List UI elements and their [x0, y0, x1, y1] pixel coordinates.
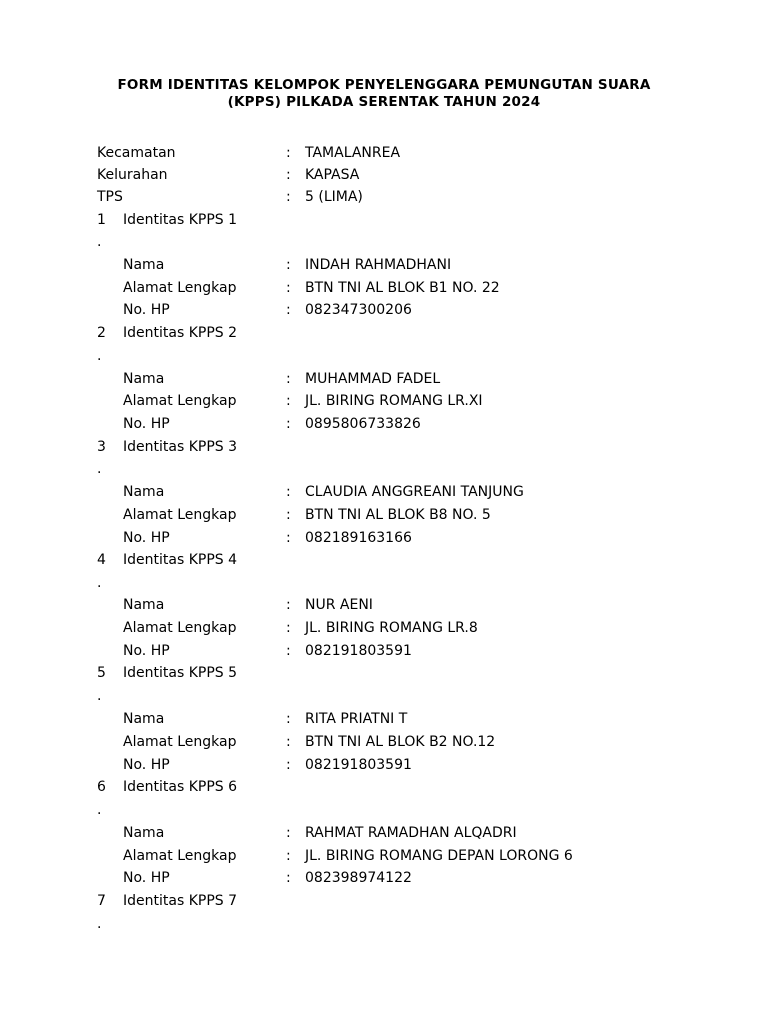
member-hp-row [0, 414, 768, 434]
colon: : [286, 825, 291, 841]
member-alamat-row [0, 278, 768, 298]
member-nama-row [0, 482, 768, 502]
colon: : [286, 597, 291, 613]
hp-label: No. HP [123, 530, 170, 546]
field-value: 5 (LIMA) [305, 189, 363, 205]
alamat-label: Alamat Lengkap [123, 507, 237, 523]
nama-label: Nama [123, 484, 165, 500]
colon: : [286, 484, 291, 500]
member-nama-row [0, 255, 768, 275]
colon: : [286, 167, 291, 183]
list-dot: . [97, 234, 102, 250]
hp-value: 082347300206 [305, 302, 412, 318]
list-dot-row [0, 346, 768, 366]
colon: : [286, 257, 291, 273]
alamat-value: JL. BIRING ROMANG LR.XI [305, 393, 483, 409]
list-dot-row [0, 914, 768, 934]
nama-label: Nama [123, 711, 165, 727]
colon: : [286, 189, 291, 205]
colon: : [286, 145, 291, 161]
form-title-line-2: (KPPS) PILKADA SERENTAK TAHUN 2024 [227, 94, 541, 110]
member-alamat-row [0, 391, 768, 411]
colon: : [286, 302, 291, 318]
list-dot-row [0, 686, 768, 706]
field-label: Kecamatan [97, 145, 176, 161]
hp-label: No. HP [123, 757, 170, 773]
member-hp-row [0, 868, 768, 888]
colon: : [286, 643, 291, 659]
member-heading [0, 210, 768, 230]
alamat-value: JL. BIRING ROMANG LR.8 [305, 620, 478, 636]
hp-label: No. HP [123, 416, 170, 432]
member-heading-text: Identitas KPPS 4 [123, 552, 238, 568]
member-hp-row [0, 528, 768, 548]
alamat-label: Alamat Lengkap [123, 734, 237, 750]
nama-value: CLAUDIA ANGGREANI TANJUNG [305, 484, 524, 500]
nama-value: MUHAMMAD FADEL [305, 371, 441, 387]
list-dot-row [0, 232, 768, 252]
member-alamat-row [0, 846, 768, 866]
list-dot: . [97, 688, 102, 704]
list-dot-row [0, 459, 768, 479]
member-hp-row [0, 300, 768, 320]
alamat-value: JL. BIRING ROMANG DEPAN LORONG 6 [305, 848, 573, 864]
hp-value: 082191803591 [305, 643, 412, 659]
member-heading-text: Identitas KPPS 5 [123, 665, 238, 681]
nama-value: RITA PRIATNI T [305, 711, 408, 727]
member-heading [0, 777, 768, 797]
alamat-value: BTN TNI AL BLOK B2 NO.12 [305, 734, 496, 750]
colon: : [286, 530, 291, 546]
hp-value: 082398974122 [305, 870, 412, 886]
nama-value: INDAH RAHMADHANI [305, 257, 452, 273]
member-alamat-row [0, 618, 768, 638]
member-heading [0, 437, 768, 457]
list-dot: . [97, 916, 102, 932]
nama-value: RAHMAT RAMADHAN ALQADRI [305, 825, 517, 841]
colon: : [286, 371, 291, 387]
member-heading [0, 891, 768, 911]
colon: : [286, 416, 291, 432]
hp-label: No. HP [123, 643, 170, 659]
colon: : [286, 711, 291, 727]
member-number: 7 [97, 893, 106, 909]
member-number: 5 [97, 665, 106, 681]
form-title-line-1: FORM IDENTITAS KELOMPOK PENYELENGGARA PEMUNGUTAN SUARA [117, 77, 651, 93]
field-label: TPS [97, 189, 123, 205]
alamat-label: Alamat Lengkap [123, 848, 237, 864]
member-alamat-row [0, 732, 768, 752]
colon: : [286, 870, 291, 886]
colon: : [286, 393, 291, 409]
alamat-label: Alamat Lengkap [123, 393, 237, 409]
member-heading [0, 550, 768, 570]
alamat-value: BTN TNI AL BLOK B1 NO. 22 [305, 280, 500, 296]
field-label: Kelurahan [97, 167, 168, 183]
field-value: TAMALANREA [305, 145, 401, 161]
hp-label: No. HP [123, 870, 170, 886]
member-number: 3 [97, 439, 106, 455]
alamat-value: BTN TNI AL BLOK B8 NO. 5 [305, 507, 491, 523]
member-hp-row [0, 641, 768, 661]
list-dot: . [97, 348, 102, 364]
nama-label: Nama [123, 371, 165, 387]
member-heading [0, 663, 768, 683]
member-number: 4 [97, 552, 106, 568]
member-nama-row [0, 369, 768, 389]
colon: : [286, 848, 291, 864]
colon: : [286, 620, 291, 636]
list-dot-row [0, 573, 768, 593]
member-heading-text: Identitas KPPS 3 [123, 439, 238, 455]
field-tps [0, 187, 768, 207]
member-number: 6 [97, 779, 106, 795]
colon: : [286, 507, 291, 523]
member-nama-row [0, 595, 768, 615]
nama-label: Nama [123, 257, 165, 273]
member-nama-row [0, 709, 768, 729]
nama-label: Nama [123, 825, 165, 841]
list-dot-row [0, 800, 768, 820]
list-dot: . [97, 461, 102, 477]
member-number: 2 [97, 325, 106, 341]
member-heading-text: Identitas KPPS 6 [123, 779, 238, 795]
alamat-label: Alamat Lengkap [123, 620, 237, 636]
member-number: 1 [97, 212, 106, 228]
nama-value: NUR AENI [305, 597, 373, 613]
colon: : [286, 757, 291, 773]
member-heading [0, 323, 768, 343]
member-hp-row [0, 755, 768, 775]
field-value: KAPASA [305, 167, 360, 183]
list-dot: . [97, 575, 102, 591]
colon: : [286, 734, 291, 750]
alamat-label: Alamat Lengkap [123, 280, 237, 296]
hp-value: 082189163166 [305, 530, 412, 546]
field-kecamatan [0, 143, 768, 163]
list-dot: . [97, 802, 102, 818]
hp-value: 0895806733826 [305, 416, 421, 432]
colon: : [286, 280, 291, 296]
member-heading-text: Identitas KPPS 7 [123, 893, 238, 909]
nama-label: Nama [123, 597, 165, 613]
hp-value: 082191803591 [305, 757, 412, 773]
member-heading-text: Identitas KPPS 2 [123, 325, 238, 341]
member-alamat-row [0, 505, 768, 525]
member-heading-text: Identitas KPPS 1 [123, 212, 238, 228]
field-kelurahan [0, 165, 768, 185]
hp-label: No. HP [123, 302, 170, 318]
member-nama-row [0, 823, 768, 843]
